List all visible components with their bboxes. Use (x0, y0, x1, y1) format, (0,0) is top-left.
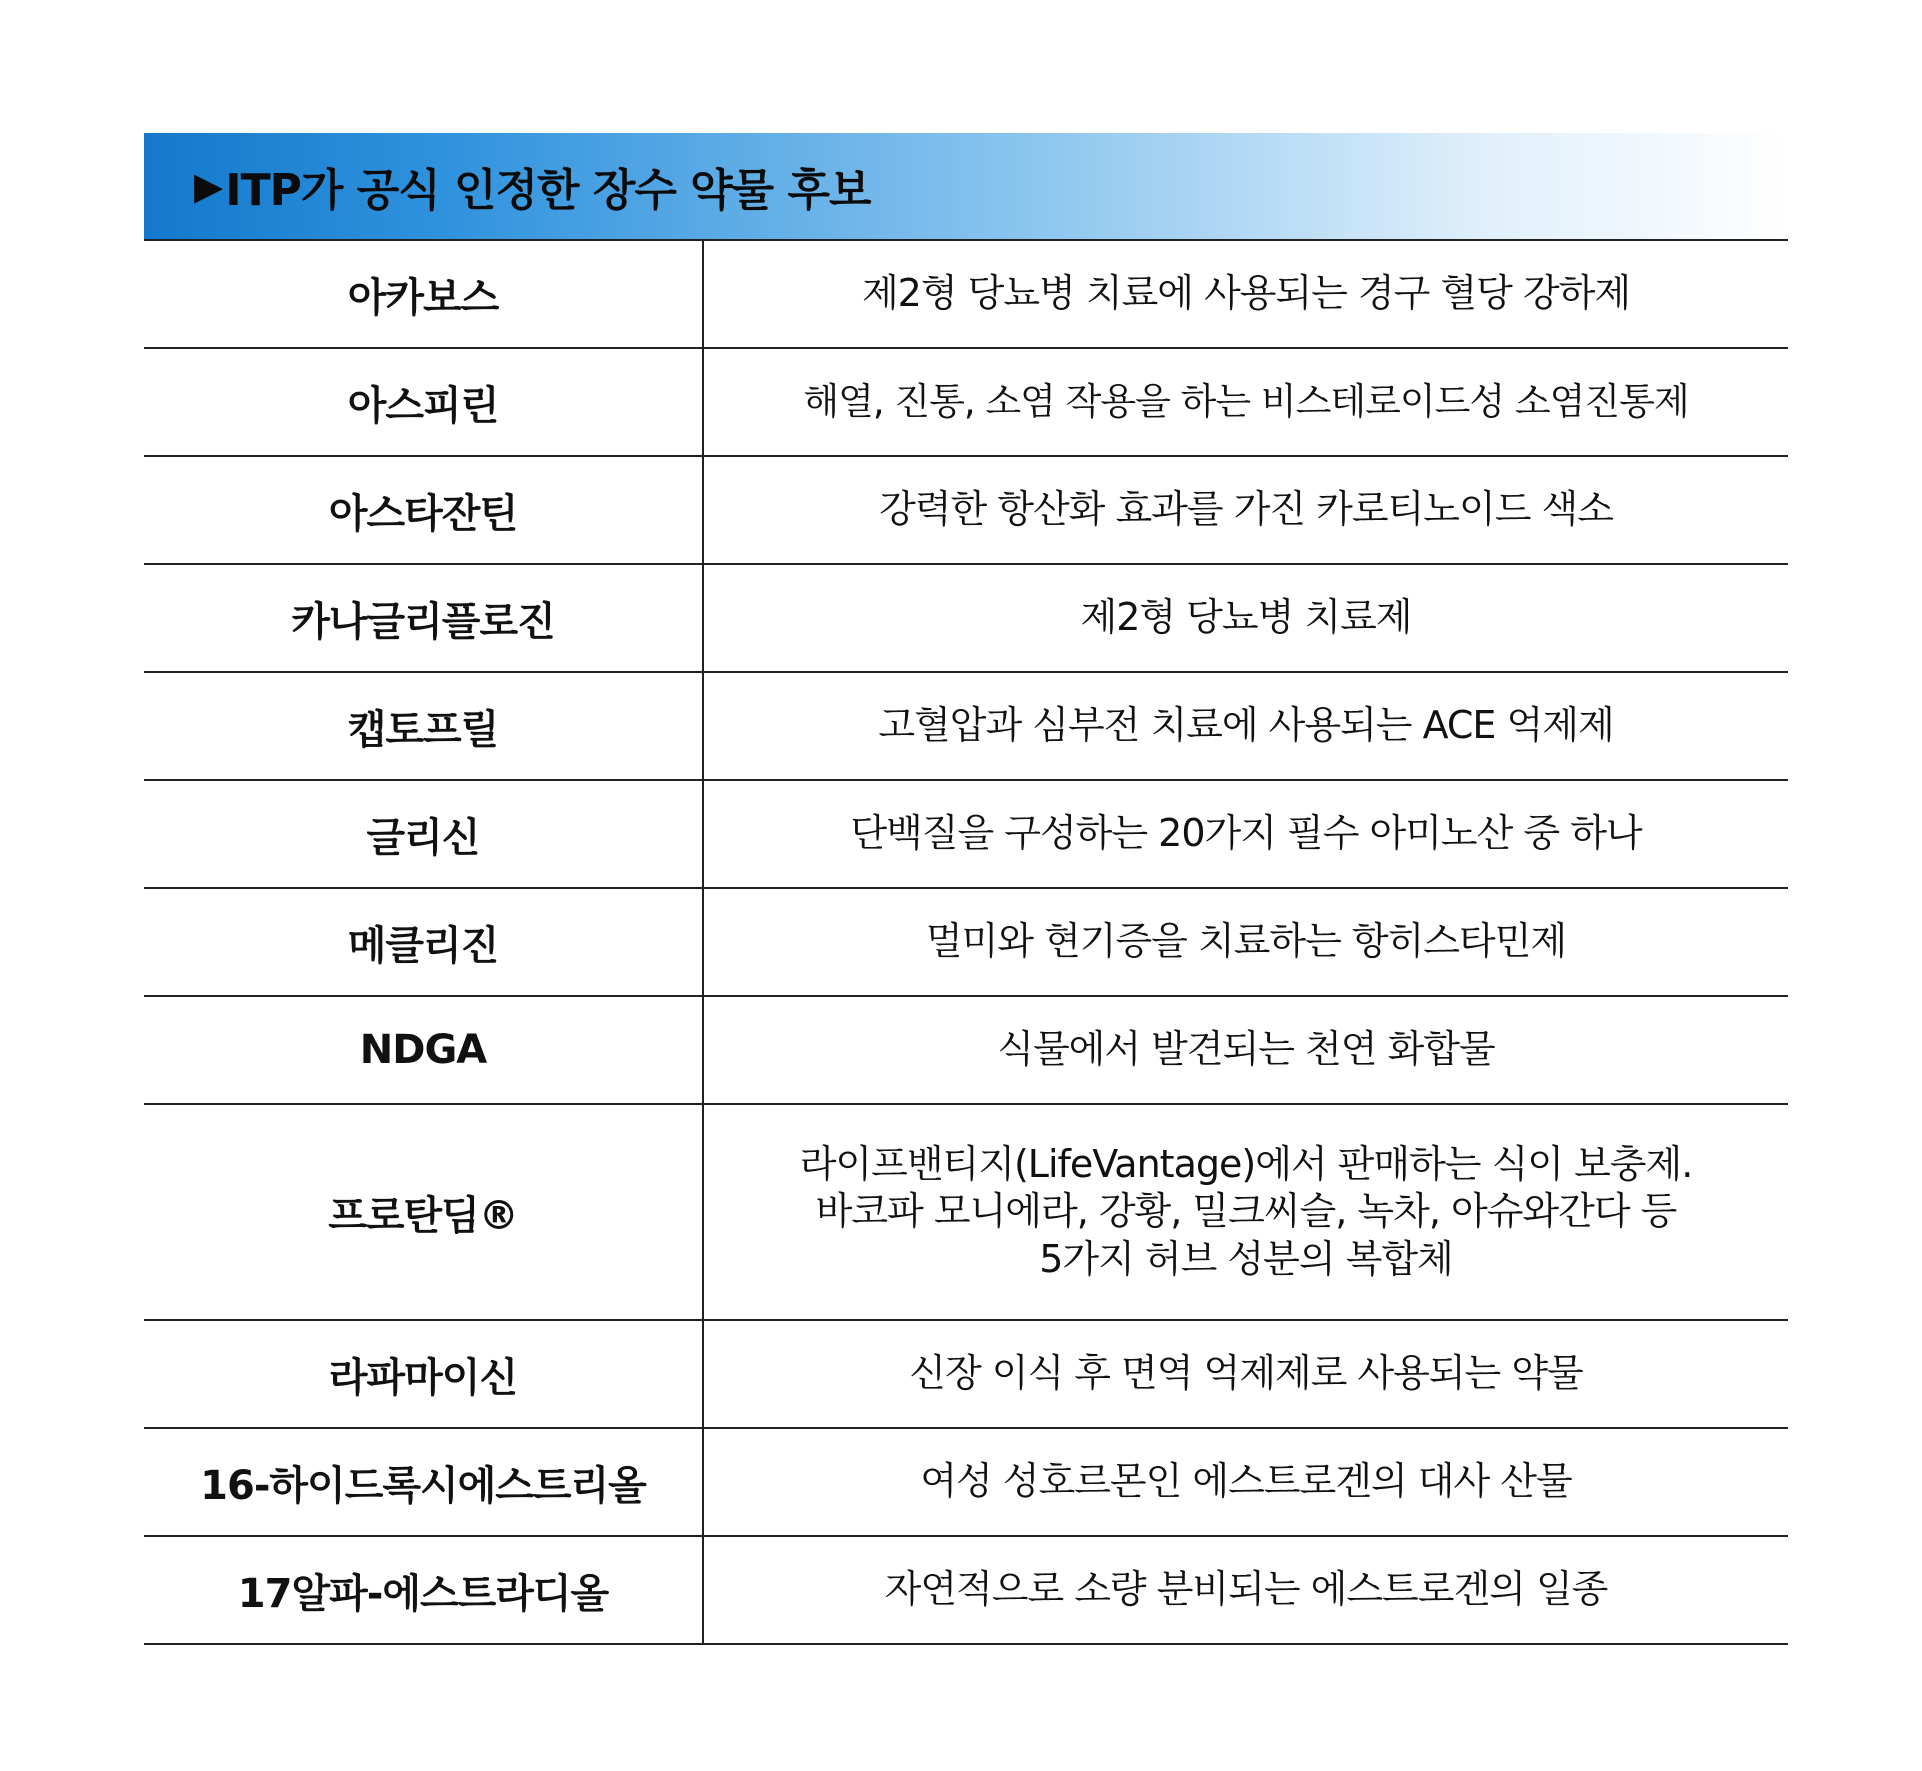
drug-name: NDGA (144, 997, 704, 1103)
drug-name: 16-하이드록시에스트리올 (144, 1429, 704, 1535)
drug-name: 아카보스 (144, 241, 704, 347)
drug-name: 카나글리플로진 (144, 565, 704, 671)
drug-name: 아스피린 (144, 349, 704, 455)
table-row (144, 889, 1788, 997)
drug-name: 프로탄딤® (144, 1105, 704, 1319)
drug-description: 강력한 항산화 효과를 가진 카로티노이드 색소 (879, 487, 1613, 532)
drug-description: 멀미와 현기증을 치료하는 항히스타민제 (925, 919, 1567, 964)
drug-description: 제2형 당뇨병 치료에 사용되는 경구 혈당 강하제 (861, 271, 1631, 316)
table-row (144, 1105, 1788, 1321)
table-row (144, 1537, 1788, 1645)
drug-description: 단백질을 구성하는 20가지 필수 아미노산 중 하나 (850, 811, 1642, 856)
table-row (144, 997, 1788, 1105)
drug-description: 식물에서 발견되는 천연 화합물 (997, 1027, 1495, 1072)
drug-name: 17알파-에스트라디올 (144, 1537, 704, 1643)
drug-description: 여성 성호르몬인 에스트로겐의 대사 산물 (920, 1459, 1572, 1504)
table-row (144, 457, 1788, 565)
drug-description: 라이프밴티지(LifeVantage)에서 판매하는 식이 보충제. 바코파 모니에라, 강황, 밀크씨슬, 녹차, 아슈와간다 등 5가지 허브 성분의 복합체 (799, 1141, 1693, 1281)
table-row (144, 781, 1788, 889)
drug-name: 라파마이신 (144, 1321, 704, 1427)
drug-description: 자연적으로 소량 분비되는 에스트로겐의 일종 (884, 1567, 1608, 1612)
table-row (144, 1429, 1788, 1537)
table-row (144, 565, 1788, 673)
table-row (144, 241, 1788, 349)
title-bar (144, 133, 1788, 241)
table-row (144, 673, 1788, 781)
table-row (144, 349, 1788, 457)
drug-name: 아스타잔틴 (144, 457, 704, 563)
drug-name: 메클리진 (144, 889, 704, 995)
drug-table (144, 241, 1788, 1645)
drug-name: 캡토프릴 (144, 673, 704, 779)
drug-description: 해열, 진통, 소염 작용을 하는 비스테로이드성 소염진통제 (803, 379, 1689, 423)
triangle-arrow-icon: ▶ (194, 164, 224, 208)
drug-description: 고혈압과 심부전 치료에 사용되는 ACE 억제제 (878, 703, 1614, 748)
drug-description: 신장 이식 후 면역 억제제로 사용되는 약물 (909, 1351, 1583, 1396)
table-row (144, 1321, 1788, 1429)
figure (144, 133, 1788, 1645)
table-title: ITP가 공식 인정한 장수 약물 후보 (225, 165, 871, 216)
drug-name: 글리신 (144, 781, 704, 887)
drug-description: 제2형 당뇨병 치료제 (1080, 595, 1412, 640)
